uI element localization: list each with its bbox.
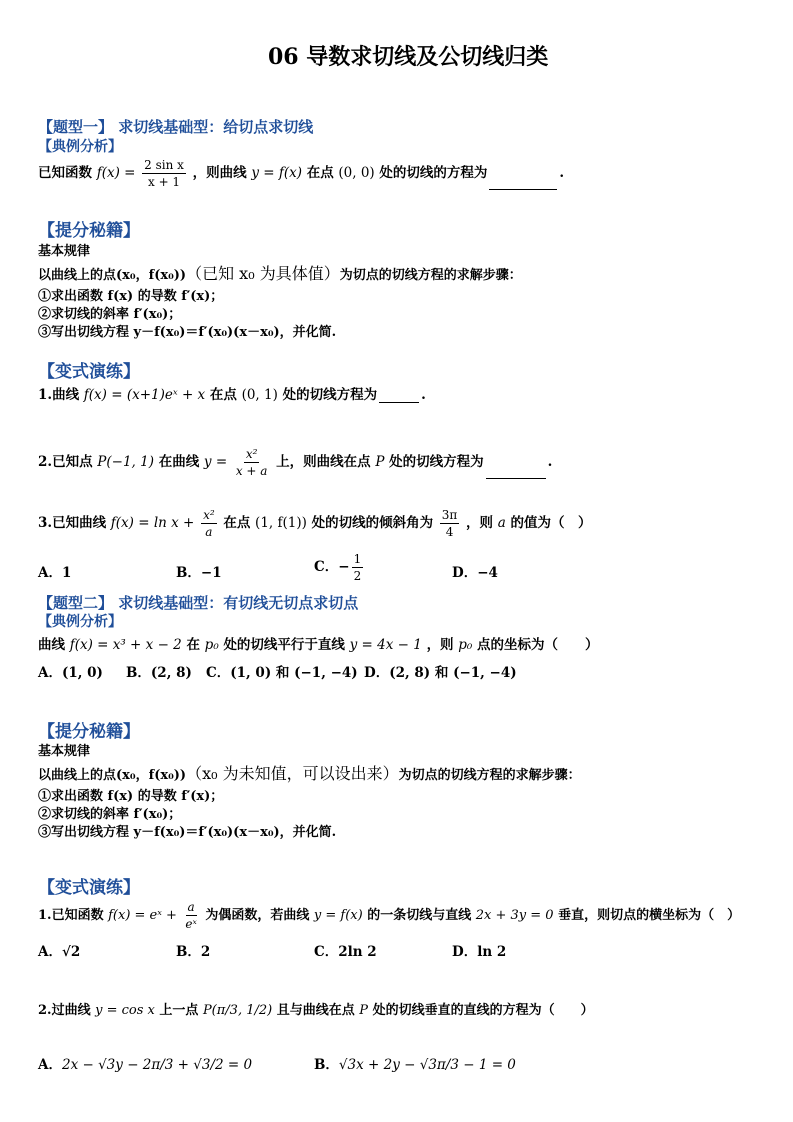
practice1-q3-option-d[interactable]: D．−4 — [452, 565, 498, 581]
type2-example-question: 曲线 f(x) = x³ + x − 2 在 p₀ 处的切线平行于直线 y = 4x − 1 ，则 p₀ 点的坐标为（ ） — [38, 637, 599, 653]
type1-header: 【题型一】 求切线基础型：给切点求切线 — [38, 118, 314, 136]
tips1-step3: ③写出切线方程 y－f(x₀)＝f′(x₀)(x－x₀)，并化简. — [38, 325, 337, 340]
practice2-header: 【变式演练】 — [38, 878, 140, 898]
practice2-q2-option-a[interactable]: A．2x − √3y − 2π/3 + √3/2 = 0 — [38, 1057, 253, 1073]
practice1-q1: 1.曲线 f(x) = (x+1)eˣ + x 在点 (0, 1) 处的切线方程为 . — [38, 387, 426, 403]
tips2-header: 【提分秘籍】 — [38, 722, 140, 742]
tips1-rule: 基本规律 — [38, 244, 91, 259]
practice2-q2: 2.过曲线 y = cos x 上一点 P(π/3, 1/2) 且与曲线在点 P 处的切线垂直的直线的方程为（ ） — [38, 1003, 594, 1018]
type1-example-label: 【典例分析】 — [38, 139, 122, 155]
tips1-step1: ①求出函数 f(x) 的导数 f′(x)； — [38, 289, 224, 304]
practice2-q2-option-b[interactable]: B．√3x + 2y − √3π/3 − 1 = 0 — [314, 1057, 516, 1073]
practice2-q1-option-c[interactable]: C．2ln 2 — [314, 944, 377, 960]
practice1-q3-option-a[interactable]: A．1 — [38, 565, 72, 581]
tips1-header: 【提分秘籍】 — [38, 221, 140, 241]
tips1-line1: 以曲线上的点(x₀，f(x₀))（已知 x₀ 为具体值）为切点的切线方程的求解步骤： — [38, 264, 522, 283]
tips2-rule: 基本规律 — [38, 744, 91, 759]
practice2-q1-option-b[interactable]: B．2 — [176, 944, 211, 960]
practice1-q2: 2.已知点 P(−1, 1) 在曲线 y = $\frac{\text{x²}}{x + a}$ 上，则曲线在点 P 处的切线方程为 . — [38, 447, 553, 478]
type2-option-d[interactable]: D．(2, 8) 和 (−1, −4) — [364, 665, 517, 681]
tips2-line1: 以曲线上的点(x₀，f(x₀))（x₀ 为未知值，可以设出来）为切点的切线方程的求解步骤： — [38, 764, 581, 783]
type1-example-question: 已知函数 f(x) = $\frac{\text{2 sin x}}{x + 1}$ ，则曲线 y = f(x) 在点 (0, 0) 处的切线的方程为 . — [38, 158, 565, 189]
type2-example-label: 【典例分析】 — [38, 614, 122, 630]
tips2-step1: ①求出函数 f(x) 的导数 f′(x)； — [38, 789, 224, 804]
practice2-q1: 1.已知函数 f(x) = eˣ + $\frac{a}{\text{eˣ}}$ 为偶函数，若曲线 y = f(x) 的一条切线与直线 2x + 3y = 0 垂直，则切点的横坐标为（ ） — [38, 900, 741, 931]
page-title: 06 导数求切线及公切线归类 — [268, 44, 549, 70]
answer-blank — [486, 478, 546, 479]
tips2-step2: ②求切线的斜率 f′(x₀)； — [38, 807, 182, 822]
practice1-header: 【变式演练】 — [38, 362, 140, 382]
practice2-q1-option-d[interactable]: D．ln 2 — [452, 944, 507, 960]
tips1-step2: ②求切线的斜率 f′(x₀)； — [38, 307, 182, 322]
answer-blank — [379, 402, 419, 403]
answer-blank — [489, 189, 557, 190]
type2-option-b[interactable]: B．(2, 8) — [126, 665, 192, 681]
tips2-step3: ③写出切线方程 y－f(x₀)＝f′(x₀)(x－x₀)，并化简. — [38, 825, 337, 840]
practice1-q3-option-b[interactable]: B．−1 — [176, 565, 222, 581]
practice2-q1-option-a[interactable]: A．√2 — [38, 944, 81, 960]
type2-option-c[interactable]: C．(1, 0) 和 (−1, −4) — [206, 665, 358, 681]
practice1-q3-option-c[interactable]: C．− $\frac{1}{2}$ — [314, 552, 362, 583]
type2-option-a[interactable]: A．(1, 0) — [38, 665, 103, 681]
practice1-q3: 3.已知曲线 f(x) = ln x + $\frac{\text{x²}}{a}$ 在点 (1, f(1)) 处的切线的倾斜角为 $\frac{3\pi}{4}$ ，则 a 的值为（ ） — [38, 508, 592, 539]
type2-header: 【题型二】 求切线基础型：有切线无切点求切点 — [38, 594, 359, 612]
